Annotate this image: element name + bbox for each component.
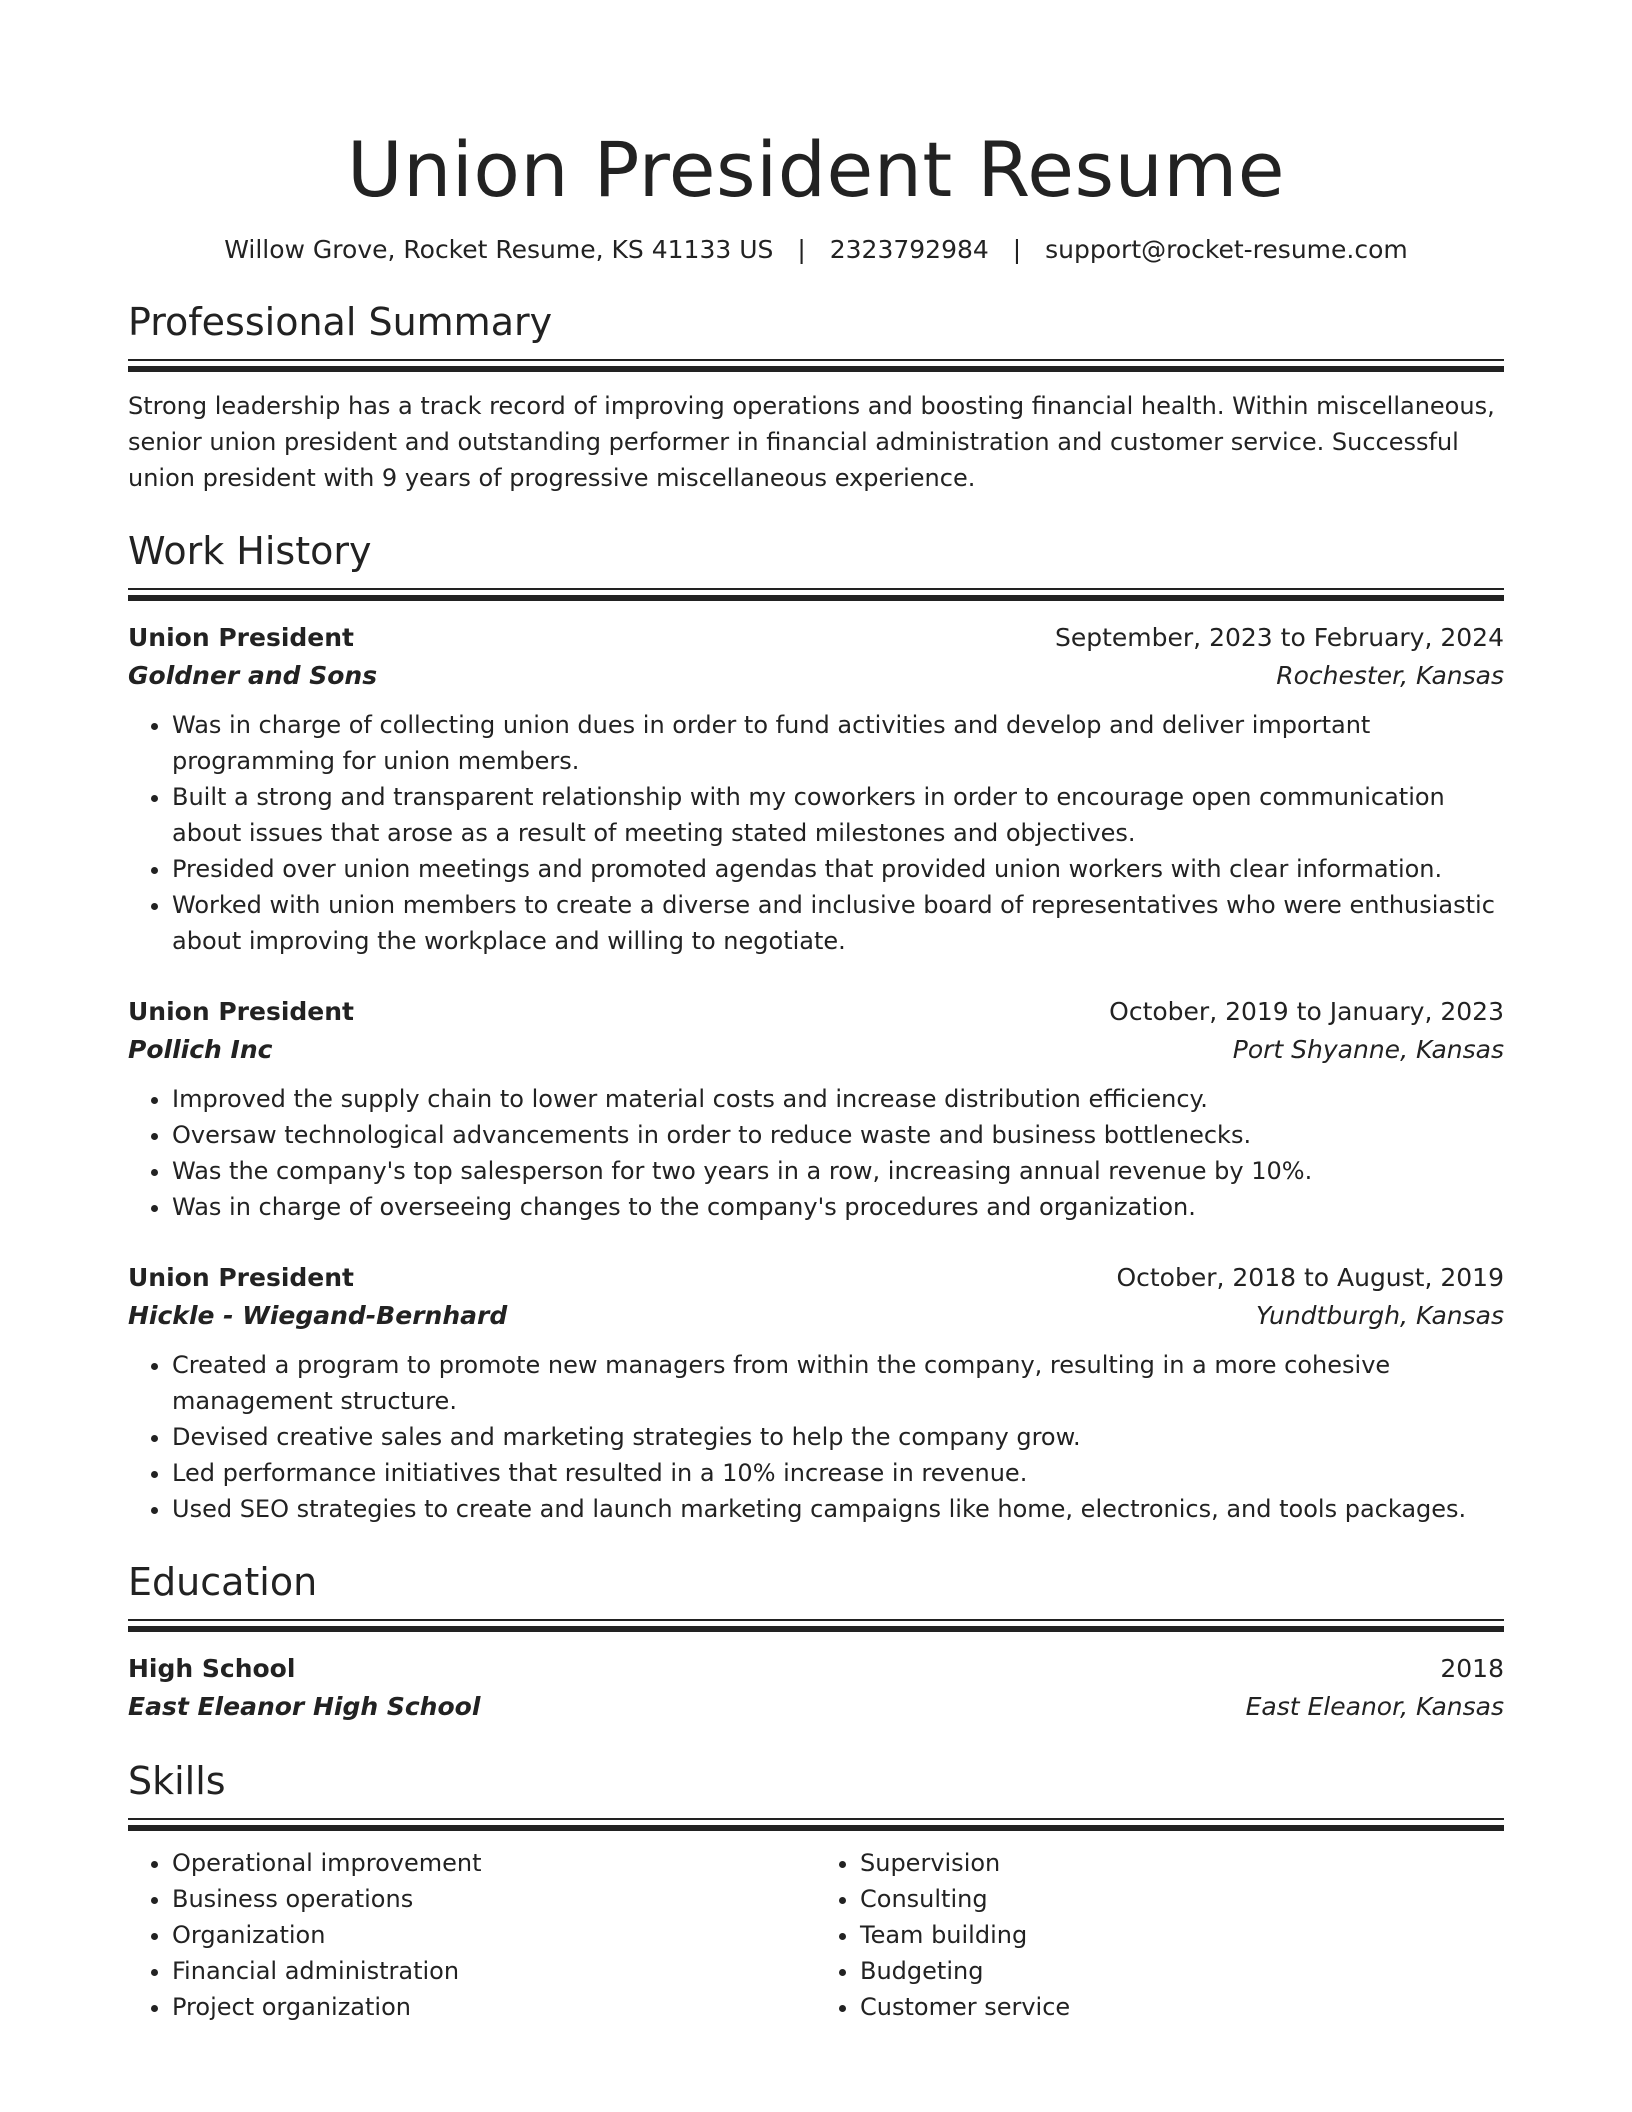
job-bullet: • Presided over union meetings and promoted agendas that provided union workers with clear information. xyxy=(172,851,1504,887)
job-entry xyxy=(128,1259,1504,1527)
contact-address: Willow Grove, Rocket Resume, KS 41133 US xyxy=(224,235,774,264)
education-school: East Eleanor High School xyxy=(128,1692,481,1721)
job-bullet: • Oversaw technological advancements in order to reduce waste and business bottlenecks. xyxy=(172,1117,1504,1153)
work-history-section xyxy=(128,526,1504,1527)
education-school-row xyxy=(128,1688,1504,1726)
section-heading-summary: Professional Summary xyxy=(128,300,553,344)
contact-email: support@rocket-resume.com xyxy=(1045,235,1408,264)
contact-separator: | xyxy=(797,235,806,264)
skill-item: • Financial administration xyxy=(172,1953,816,1989)
job-company-row xyxy=(128,657,1504,695)
skill-item: • Project organization xyxy=(172,1989,816,2025)
job-header-row xyxy=(128,619,1504,657)
job-title: Union President xyxy=(128,1263,355,1292)
job-dates: October, 2019 to January, 2023 xyxy=(1109,997,1504,1026)
education-section xyxy=(128,1557,1504,1726)
skill-item: • Organization xyxy=(172,1917,816,1953)
job-bullet: • Led performance initiatives that resulted in a 10% increase in revenue. xyxy=(172,1455,1504,1491)
job-header-row xyxy=(128,993,1504,1031)
job-bullets xyxy=(128,1347,1504,1527)
section-heading-work-history: Work History xyxy=(128,529,372,573)
job-dates: October, 2018 to August, 2019 xyxy=(1116,1263,1504,1292)
skill-item: • Budgeting xyxy=(860,1953,1504,1989)
job-company: Goldner and Sons xyxy=(128,661,378,690)
skill-item: • Consulting xyxy=(860,1881,1504,1917)
section-divider xyxy=(128,1818,1504,1820)
section-divider xyxy=(128,588,1504,590)
job-location: Yundtburgh, Kansas xyxy=(1256,1301,1504,1330)
skill-item: • Operational improvement xyxy=(172,1845,816,1881)
education-degree: High School xyxy=(128,1654,296,1683)
job-title: Union President xyxy=(128,997,355,1026)
section-divider-thick xyxy=(128,595,1504,601)
summary-text: Strong leadership has a track record of improving operations and boosting financial health. Within miscellaneous, senior union president and outstanding performer in financial administration and customer service. Successful union president with 9 years of progressive miscellaneous experience. xyxy=(128,392,1495,492)
section-heading-education: Education xyxy=(128,1560,318,1604)
job-bullet: • Created a program to promote new managers from within the company, resulting in a more cohesive management structure. xyxy=(172,1347,1504,1419)
job-location: Port Shyanne, Kansas xyxy=(1232,1035,1504,1064)
job-company-row xyxy=(128,1297,1504,1335)
contact-line xyxy=(128,233,1504,267)
skills-column-right xyxy=(816,1845,1504,2025)
job-bullet: • Was the company's top salesperson for two years in a row, increasing annual revenue by 10%. xyxy=(172,1153,1504,1189)
page-title: Union President Resume xyxy=(346,125,1286,214)
job-title: Union President xyxy=(128,623,355,652)
education-year: 2018 xyxy=(1440,1654,1504,1683)
skills-grid xyxy=(128,1845,1504,2025)
education-entry xyxy=(128,1650,1504,1726)
job-entry xyxy=(128,993,1504,1225)
summary-section xyxy=(128,297,1504,496)
job-entry xyxy=(128,619,1504,959)
skills-list xyxy=(816,1845,1504,2025)
job-bullet: • Used SEO strategies to create and launch marketing campaigns like home, electronics, and tools packages. xyxy=(172,1491,1504,1527)
job-bullet: • Devised creative sales and marketing strategies to help the company grow. xyxy=(172,1419,1504,1455)
skill-item: • Supervision xyxy=(860,1845,1504,1881)
section-heading-skills: Skills xyxy=(128,1759,226,1803)
skills-section xyxy=(128,1756,1504,2025)
section-divider-thick xyxy=(128,366,1504,372)
job-bullets xyxy=(128,1081,1504,1225)
education-header-row xyxy=(128,1650,1504,1688)
section-divider xyxy=(128,359,1504,361)
job-bullet: • Worked with union members to create a diverse and inclusive board of representatives who were enthusiastic about improving the workplace and willing to negotiate. xyxy=(172,887,1504,959)
job-header-row xyxy=(128,1259,1504,1297)
contact-separator: | xyxy=(1012,235,1022,264)
job-bullet: • Was in charge of collecting union dues in order to fund activities and develop and deliver important programming for union members. xyxy=(172,707,1504,779)
job-dates: September, 2023 to February, 2024 xyxy=(1055,623,1504,652)
job-location: Rochester, Kansas xyxy=(1276,661,1504,690)
contact-phone: 2323792984 xyxy=(829,235,989,264)
skills-list xyxy=(128,1845,816,2025)
job-company: Hickle - Wiegand-Bernhard xyxy=(128,1301,508,1330)
job-company-row xyxy=(128,1031,1504,1069)
section-divider xyxy=(128,1619,1504,1621)
skill-item: • Team building xyxy=(860,1917,1504,1953)
skill-item: • Customer service xyxy=(860,1989,1504,2025)
job-bullet: • Built a strong and transparent relationship with my coworkers in order to encourage open communication about issues that arose as a result of meeting stated milestones and objectives. xyxy=(172,779,1504,851)
skills-column-left xyxy=(128,1845,816,2025)
job-bullet: • Improved the supply chain to lower material costs and increase distribution efficiency. xyxy=(172,1081,1504,1117)
section-divider-thick xyxy=(128,1825,1504,1831)
skill-item: • Business operations xyxy=(172,1881,816,1917)
job-company: Pollich Inc xyxy=(128,1035,273,1064)
job-bullet: • Was in charge of overseeing changes to the company's procedures and organization. xyxy=(172,1189,1504,1225)
job-bullets xyxy=(128,707,1504,959)
education-location: East Eleanor, Kansas xyxy=(1245,1692,1504,1721)
section-divider-thick xyxy=(128,1626,1504,1632)
